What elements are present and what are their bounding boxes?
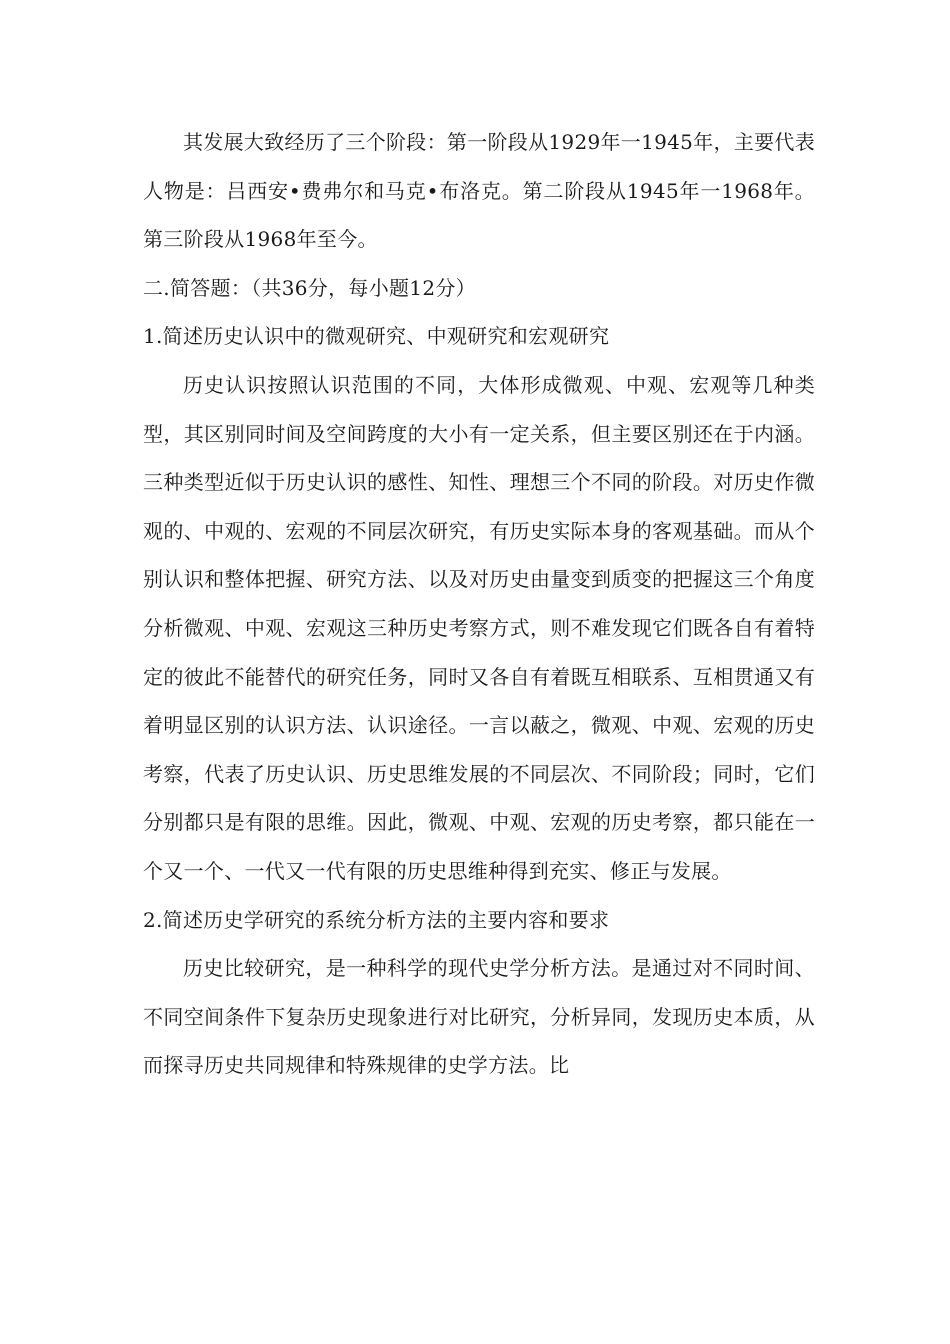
document-body (143, 118, 815, 1090)
question-one-answer: 历史认识按照认识范围的不同，大体形成微观、中观、宏观等几种类型，其区别同时间及空间跨度的大小有一定关系，但主要区别还在于内涵。三种类型近似于历史认识的感性、知性、理想三个不同的阶段。对历史作微观的、中观的、宏观的不同层次研究，有历史实际本身的客观基础。而从个别认识和整体把握、研究方法、以及对历史由量变到质变的把握这三个角度分析微观、中观、宏观这三种历史考察方式，则不难发现它们既各自有着特定的彼此不能替代的研究任务，同时又各自有着既互相联系、互相贯通又有着明显区别的认识方法、认识途径。一言以蔽之，微观、中观、宏观的历史考察，代表了历史认识、历史思维发展的不同层次、不同阶段；同时，它们分别都只是有限的思维。因此，微观、中观、宏观的历史考察，都只能在一个又一个、一代又一代有限的历史思维种得到充实、修正与发展。 (143, 372, 815, 883)
question-two-heading: 2.简述历史学研究的系统分析方法的主要内容和要求 (143, 907, 610, 932)
paragraph-stages: 其发展大致经历了三个阶段：第一阶段从1929年一1945年，主要代表人物是：吕西安•费弗尔和马克•布洛克。第二阶段从1945年一1968年。第三阶段从1968年至今。 (143, 130, 815, 252)
question-one-heading: 1.简述历史认识中的微观研究、中观研究和宏观研究 (143, 324, 610, 349)
question-two-answer: 历史比较研究，是一种科学的现代史学分析方法。是通过对不同时间、不同空间条件下复杂历史现象进行对比研究，分析异同，发现历史本质，从而探寻历史共同规律和特殊规律的史学方法。比 (143, 956, 815, 1078)
section-two-heading: 二.简答题：（共36分，每小题12分） (143, 275, 476, 300)
